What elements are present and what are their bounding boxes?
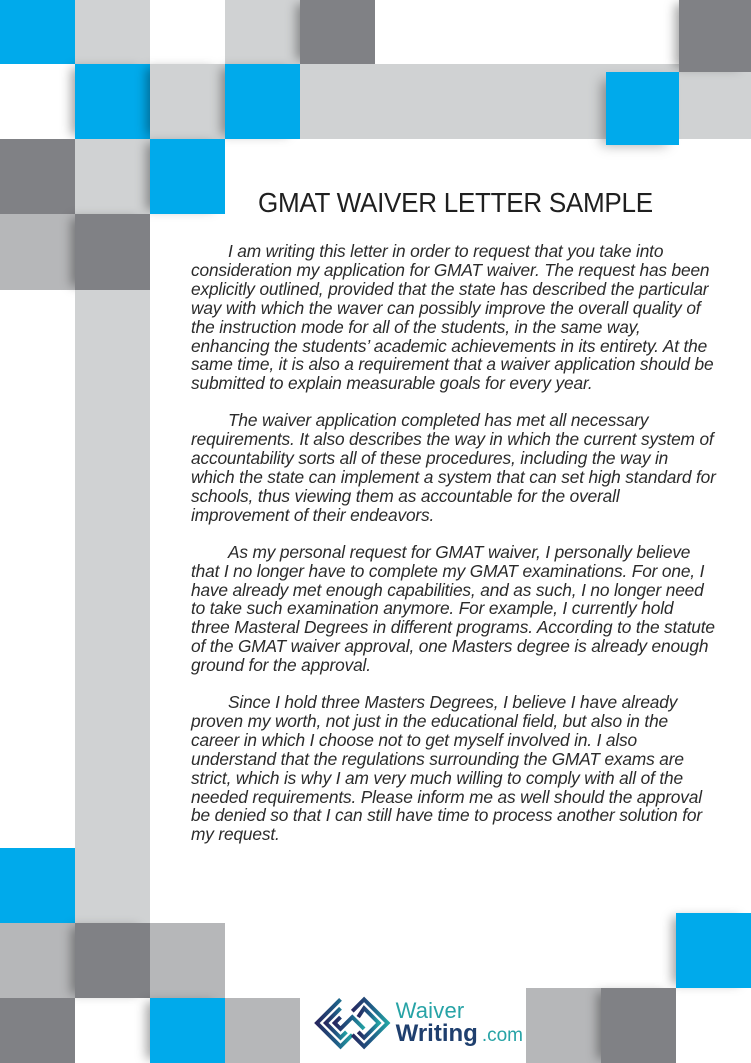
deco-tile — [75, 139, 150, 214]
deco-tile — [601, 988, 676, 1063]
paragraph: Since I hold three Masters Degrees, I believe I have already proven my worth, not just in the educational field, but also in the career in which I choose not to get myself involved in. I also understand that the regulations surrounding the GMAT exams are strict, which is why I am very much willing to comply with all of the needed requirements. Please inform me as well should the approval be denied so that I can still have time to process another solution for my request. — [191, 692, 702, 845]
deco-tile — [679, 0, 751, 72]
deco-tile — [150, 923, 225, 998]
deco-strip — [75, 290, 150, 923]
deco-tile — [0, 214, 75, 290]
deco-tile — [150, 998, 225, 1063]
deco-tile — [0, 848, 75, 923]
deco-tile — [0, 0, 75, 64]
deco-tile — [75, 923, 150, 998]
deco-tile — [0, 998, 75, 1063]
deco-tile — [150, 64, 225, 139]
deco-tile — [225, 0, 300, 64]
deco-tile — [0, 139, 75, 214]
deco-band — [300, 64, 751, 139]
deco-tile — [225, 64, 300, 139]
logo-line1: Waiver — [395, 997, 465, 1023]
deco-tile — [526, 988, 601, 1063]
paragraph: I am writing this letter in order to request that you take into consideration my application for GMAT waiver. The request has been explicitly outlined, provided that the state has described the particular way with which the waver can possibly improve the overall quality of the instruction mode for all of the students, in the same way, enhancing the students’ academic achievements in its entirety. At the same time, it is also a requirement that a waiver application should be submitted to explain measurable goals for every year. — [191, 241, 714, 394]
logo-text — [395, 997, 523, 1047]
deco-tile — [75, 64, 150, 139]
logo-line2: Writing — [395, 1019, 478, 1047]
brand-logo — [313, 995, 523, 1050]
deco-tile — [75, 0, 150, 64]
page-title: GMAT WAIVER LETTER SAMPLE — [258, 187, 653, 218]
logo-suffix: .com — [481, 1024, 523, 1046]
paragraph: As my personal request for GMAT waiver, I personally believe that I no longer have to complete my GMAT examinations. For one, I have already met enough capabilities, and as such, I no longer need to take such examination anymore. For example, I currently hold three Masteral Degrees in different programs. According to the statute of the GMAT waiver approval, one Masters degree is already enough ground for the approval. — [191, 541, 715, 676]
nested-diamond-maze-icon — [313, 995, 392, 1050]
deco-tile — [300, 0, 375, 64]
deco-tile — [606, 72, 679, 145]
deco-tile — [225, 998, 300, 1063]
letter — [191, 185, 716, 862]
letter-body — [191, 242, 716, 844]
paragraph: The waiver application completed has met all necessary requirements. It also describes the way in which the current system of accountability sorts all of these procedures, including the way in which the state can implement a system that can set high standard for schools, thus viewing them as accountable for the overall improvement of their endeavors. — [191, 410, 716, 525]
deco-tile — [676, 913, 751, 988]
deco-tile — [0, 923, 75, 998]
deco-tile — [75, 214, 150, 290]
